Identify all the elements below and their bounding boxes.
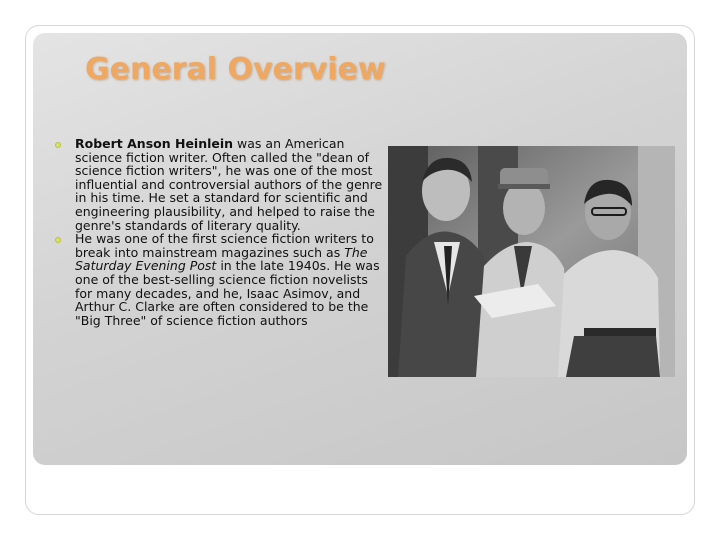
author-name: Robert Anson Heinlein	[75, 136, 234, 151]
bullet-item-heinlein-intro	[55, 137, 385, 232]
bullet-text: He was one of the first science fiction writers to break into mainstream magazines such as	[75, 231, 374, 260]
bullet-text: was an American science fiction writer. Often called the "dean of science fiction writers", he was one of the most influential and controversial authors of the genre in his time. He set a standard for scientific and engineering plausibility, and helped to raise the genre's standards of literary quality.	[75, 136, 383, 233]
bullet-dot-icon	[55, 142, 61, 148]
slide-title: General Overview	[85, 52, 386, 87]
bullet-list	[55, 137, 385, 327]
group-photo	[388, 146, 675, 377]
magazine-title: The Saturday Evening Post	[75, 244, 368, 274]
bullet-dot-icon	[55, 237, 61, 243]
bullet-text: in the late 1940s. He was one of the best-selling science fiction novelists for many decades, and he, Isaac Asimov, and Arthur C. Clarke are often considered to be the "Big Three" of science fiction authors	[75, 258, 380, 328]
bullet-item-mainstream-magazines	[55, 232, 385, 327]
black-and-white-group-photo-icon	[388, 146, 675, 377]
